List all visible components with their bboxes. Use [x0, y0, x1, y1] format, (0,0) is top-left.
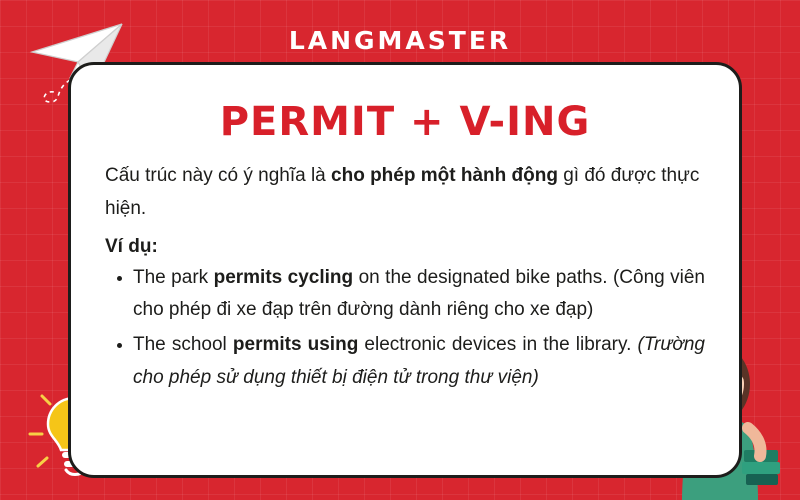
example-0-bold: permits cycling [213, 266, 354, 288]
lesson-card [68, 62, 742, 478]
list-item [131, 262, 705, 327]
brand-title: LANGMASTER [288, 26, 512, 55]
intro-after: gì đó được thực hiện. [105, 165, 700, 220]
list-item [131, 329, 705, 394]
examples-list [105, 262, 705, 395]
intro-bold: cho phép một hành động [331, 165, 558, 186]
example-1-bold: permits using [232, 333, 359, 355]
examples-label: Ví dụ: [105, 235, 158, 257]
example-1-italic: (Trường cho phép sử dụng thiết bị điện tử trong thư viện) [133, 333, 705, 388]
page-title: PERMIT + V-ING [219, 99, 591, 145]
example-1-after: electronic devices in the library. [358, 333, 638, 355]
example-0-after: on the designated bike paths. (Công viên cho phép đi xe đạp trên đường dành riêng cho xe đạp) [133, 266, 705, 321]
example-0-before: The park [133, 266, 214, 288]
example-1-before: The school [133, 333, 233, 355]
intro-paragraph [105, 159, 705, 226]
intro-before: Cấu trúc này có ý nghĩa là [105, 165, 332, 186]
